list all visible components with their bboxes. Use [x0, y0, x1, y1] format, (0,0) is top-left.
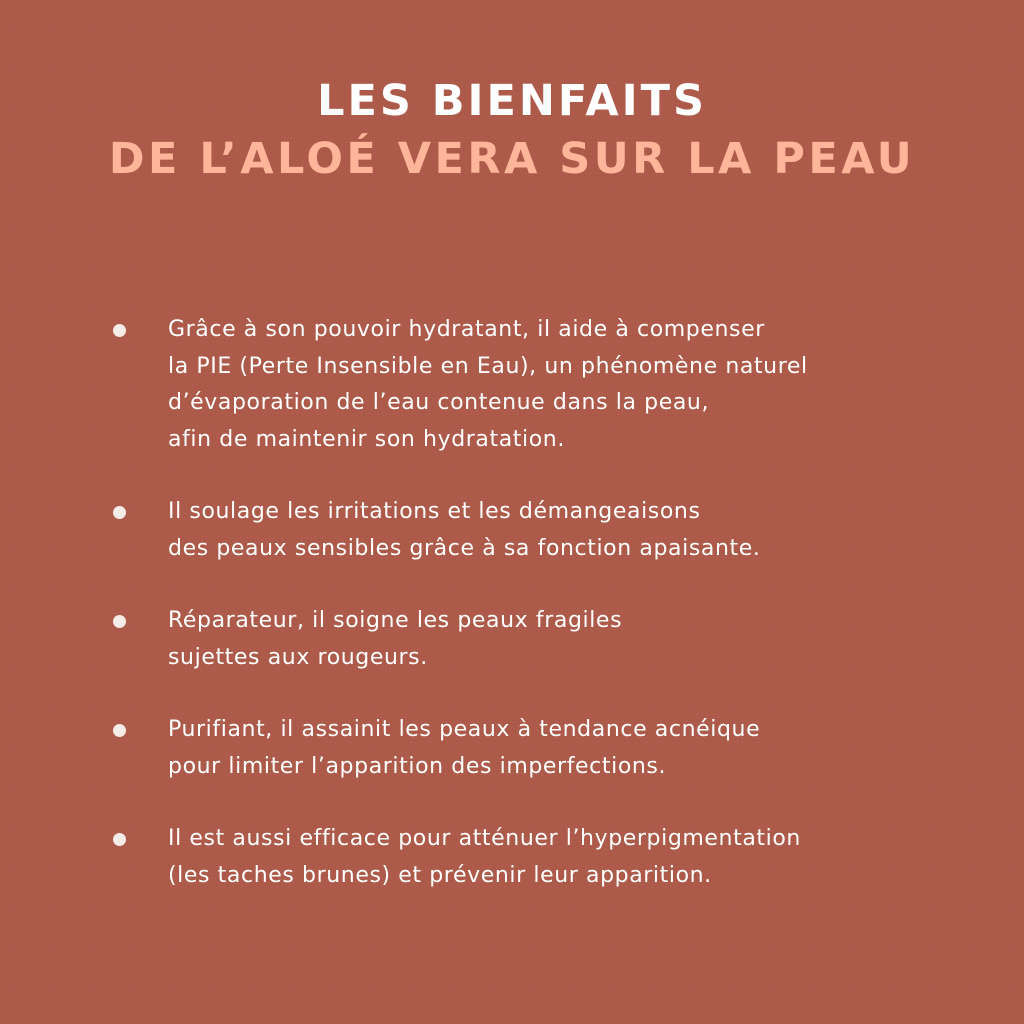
list-item-text-line: des peaux sensibles grâce à sa fonction apaisante. [168, 535, 761, 561]
list-item-text-line: pour limiter l’apparition des imperfections. [168, 753, 667, 779]
list-item [110, 821, 990, 894]
title-line-1: LES BIENFAITS [317, 76, 707, 126]
list-item-text-line: Purifiant, il assainit les peaux à tendance acnéique [168, 717, 761, 742]
list-item-text-line: Il soulage les irritations et les démangeaisons [168, 499, 701, 524]
page-title [0, 76, 1024, 184]
list-item [110, 312, 990, 458]
list-item-text-line: Grâce à son pouvoir hydratant, il aide à compenser [168, 317, 765, 342]
list-item-text-line: (les taches brunes) et prévenir leur apparition. [168, 862, 712, 888]
benefits-list [110, 312, 990, 930]
bullet-dot-icon [113, 324, 126, 337]
bullet-dot-icon [113, 724, 126, 737]
list-item-text-line: Réparateur, il soigne les peaux fragiles [168, 608, 623, 633]
list-item-text-line: la PIE (Perte Insensible en Eau), un phénomène naturel [168, 353, 808, 379]
list-item-text-line: sujettes aux rougeurs. [168, 644, 428, 670]
list-item-text-line: afin de maintenir son hydratation. [168, 426, 565, 452]
list-item [110, 494, 990, 567]
bullet-dot-icon [113, 615, 126, 628]
list-item-text-line: d’évaporation de l’eau contenue dans la peau, [168, 390, 710, 415]
list-item [110, 603, 990, 676]
list-item-text-line: Il est aussi efficace pour atténuer l’hyperpigmentation [168, 826, 801, 851]
bullet-dot-icon [113, 833, 126, 846]
list-item [110, 712, 990, 785]
bullet-dot-icon [113, 506, 126, 519]
title-line-2: DE L’ALOÉ VERA SUR LA PEAU [108, 134, 916, 184]
